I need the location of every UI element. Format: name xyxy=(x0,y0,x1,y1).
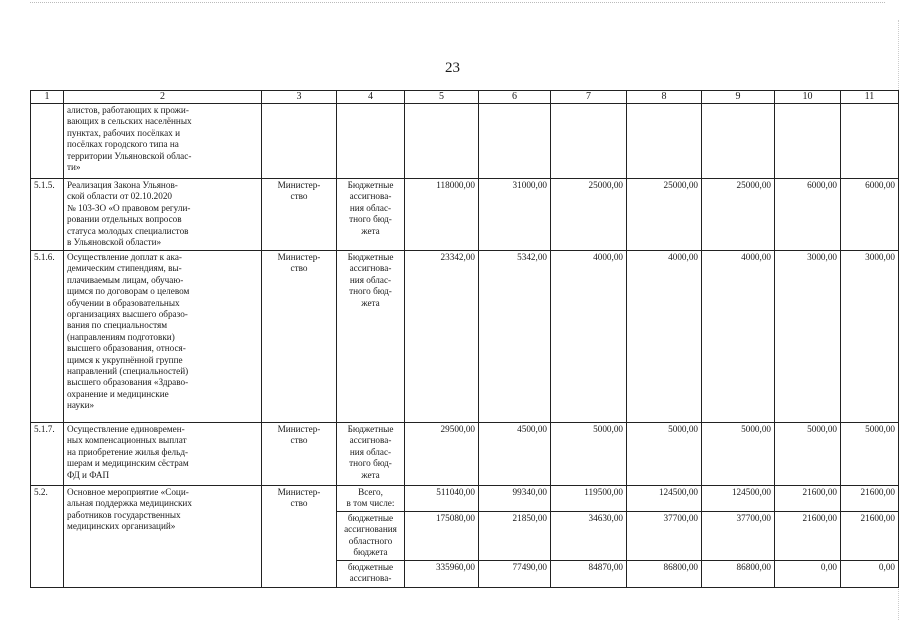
column-number: 6 xyxy=(479,91,551,104)
value-year: 5000,00 xyxy=(702,423,775,486)
value-year: 84870,00 xyxy=(551,560,627,587)
column-number: 4 xyxy=(337,91,405,104)
value-year: 99340,00 xyxy=(479,486,551,512)
table-row xyxy=(31,104,899,179)
column-number: 2 xyxy=(64,91,262,104)
value-year: 25000,00 xyxy=(551,179,627,251)
value-year: 4000,00 xyxy=(702,251,775,423)
scan-top-rule xyxy=(30,2,885,3)
row-executor xyxy=(262,104,337,179)
column-number: 7 xyxy=(551,91,627,104)
value-year xyxy=(775,104,841,179)
column-number: 3 xyxy=(262,91,337,104)
value-year xyxy=(702,104,775,179)
value-year: 3000,00 xyxy=(775,251,841,423)
row-number: 5.1.6. xyxy=(31,251,64,423)
value-year: 86800,00 xyxy=(702,560,775,587)
value-year xyxy=(479,104,551,179)
column-number: 5 xyxy=(405,91,479,104)
value-year: 0,00 xyxy=(775,560,841,587)
value-year: 124500,00 xyxy=(702,486,775,512)
value-year: 25000,00 xyxy=(627,179,702,251)
value-year: 4000,00 xyxy=(551,251,627,423)
value-year: 21850,00 xyxy=(479,511,551,560)
value-year: 6000,00 xyxy=(841,179,899,251)
row-description: Осуществление доплат к ака- демическим стипендиям, вы- плачиваемым лицам, обучаю- щимся по договорам о целевом обучении в образовательных организациях высшего образо- вания по специальностям (направлениям подготовки) высшего образования, относя- щимся к укрупнённой группе направлений (специальностей) высшего образования «Здраво- охранение и медицинские науки» xyxy=(64,251,262,423)
value-year: 86800,00 xyxy=(627,560,702,587)
budget-table xyxy=(30,90,899,588)
column-number: 1 xyxy=(31,91,64,104)
row-description: Осуществление единовремен- ных компенсационных выплат на приобретение жилья фельд- шерам и медицинским сёстрам ФД и ФАП xyxy=(64,423,262,486)
value-year: 37700,00 xyxy=(702,511,775,560)
row-executor: Министер- ство xyxy=(262,423,337,486)
row-number: 5.1.7. xyxy=(31,423,64,486)
table-row xyxy=(31,251,899,423)
value-year: 5342,00 xyxy=(479,251,551,423)
value-total: 511040,00 xyxy=(405,486,479,512)
value-year: 5000,00 xyxy=(627,423,702,486)
value-total: 175080,00 xyxy=(405,511,479,560)
row-description: Основное мероприятие «Соци- альная поддержка медицинских работников государственных медицинских организаций» xyxy=(64,486,262,588)
value-year: 34630,00 xyxy=(551,511,627,560)
column-number: 8 xyxy=(627,91,702,104)
value-year xyxy=(627,104,702,179)
value-total: 23342,00 xyxy=(405,251,479,423)
value-year: 0,00 xyxy=(841,560,899,587)
row-executor: Министер- ство xyxy=(262,251,337,423)
value-total: 118000,00 xyxy=(405,179,479,251)
column-number: 9 xyxy=(702,91,775,104)
table-row xyxy=(31,423,899,486)
table-row xyxy=(31,179,899,251)
value-year: 21600,00 xyxy=(841,486,899,512)
value-year xyxy=(551,104,627,179)
value-year: 4000,00 xyxy=(627,251,702,423)
row-number: 5.1.5. xyxy=(31,179,64,251)
row-source: Бюджетные ассигнова- ния облас- тного бюд- жета xyxy=(337,423,405,486)
table-header-row xyxy=(31,91,899,104)
value-year: 5000,00 xyxy=(551,423,627,486)
value-year: 21600,00 xyxy=(775,511,841,560)
value-year: 119500,00 xyxy=(551,486,627,512)
value-year: 6000,00 xyxy=(775,179,841,251)
value-year: 25000,00 xyxy=(702,179,775,251)
row-number xyxy=(31,104,64,179)
value-year: 5000,00 xyxy=(841,423,899,486)
row-description: алистов, работающих к прожи- вающих в сельских населённых пунктах, рабочих посёлках и посёлках городского типа на территории Ульяновской облас- ти» xyxy=(64,104,262,179)
page-number: 23 xyxy=(445,60,460,76)
row-number: 5.2. xyxy=(31,486,64,588)
value-year: 21600,00 xyxy=(775,486,841,512)
value-total: 335960,00 xyxy=(405,560,479,587)
value-year: 77490,00 xyxy=(479,560,551,587)
value-year: 3000,00 xyxy=(841,251,899,423)
row-source: бюджетные ассигнова- xyxy=(337,560,405,587)
value-year: 5000,00 xyxy=(775,423,841,486)
value-year: 4500,00 xyxy=(479,423,551,486)
value-year: 31000,00 xyxy=(479,179,551,251)
value-total xyxy=(405,104,479,179)
column-number: 11 xyxy=(841,91,899,104)
row-source xyxy=(337,104,405,179)
row-source: Бюджетные ассигнова- ния облас- тного бюд- жета xyxy=(337,179,405,251)
row-source: бюджетные ассигнования областного бюджета xyxy=(337,511,405,560)
row-executor: Министер- ство xyxy=(262,179,337,251)
value-year: 124500,00 xyxy=(627,486,702,512)
table-row xyxy=(31,486,899,512)
value-total: 29500,00 xyxy=(405,423,479,486)
value-year: 37700,00 xyxy=(627,511,702,560)
row-executor: Министер- ство xyxy=(262,486,337,588)
row-source: Бюджетные ассигнова- ния облас- тного бюд- жета xyxy=(337,251,405,423)
column-number: 10 xyxy=(775,91,841,104)
row-source: Всего, в том числе: xyxy=(337,486,405,512)
row-description: Реализация Закона Ульянов- ской области от 02.10.2020 № 103-ЗО «О правовом регули- ровании отдельных вопросов статуса молодых специалистов в Ульяновской области» xyxy=(64,179,262,251)
value-year xyxy=(841,104,899,179)
value-year: 21600,00 xyxy=(841,511,899,560)
